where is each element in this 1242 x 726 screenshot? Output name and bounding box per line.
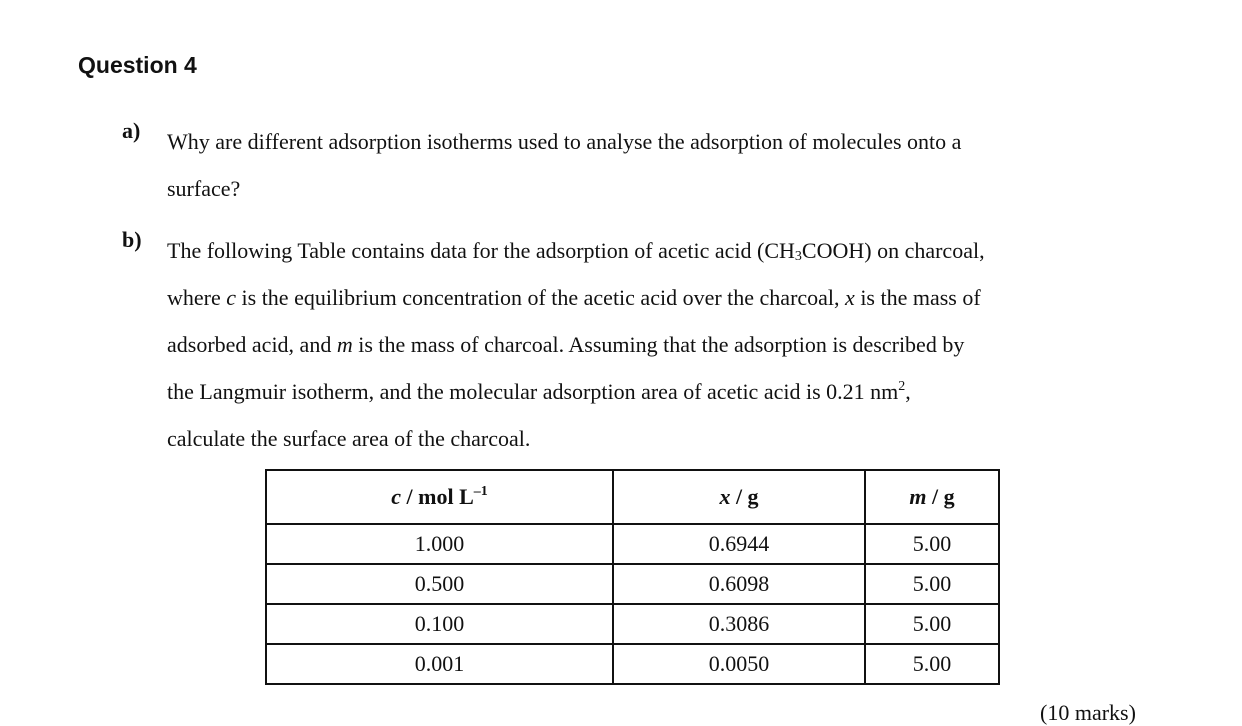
cell-mass-charcoal: 5.00 — [865, 644, 999, 684]
table-row — [266, 524, 999, 564]
part-b-line-3: adsorbed acid, and m is the mass of charcoal. Assuming that the adsorption is described by — [167, 332, 965, 357]
cell-mass-charcoal: 5.00 — [865, 604, 999, 644]
part-b-text — [167, 227, 1187, 462]
part-b-label: b) — [122, 227, 142, 252]
table-header-row — [266, 470, 999, 524]
part-a-line-1: Why are different adsorption isotherms used to analyse the adsorption of molecules onto a — [167, 129, 962, 154]
cell-concentration: 0.100 — [266, 604, 613, 644]
cell-mass-charcoal: 5.00 — [865, 524, 999, 564]
part-b-line-4: the Langmuir isotherm, and the molecular adsorption area of acetic acid is 0.21 $nm^2$, — [167, 379, 911, 404]
part-b-line-2: where c is the equilibrium concentration of the acetic acid over the charcoal, x is the mass of — [167, 285, 981, 310]
part-b-line-5: calculate the surface area of the charcoal. — [167, 426, 531, 451]
cell-mass-adsorbed: 0.0050 — [613, 644, 865, 684]
header-mass-charcoal: m / g — [865, 470, 999, 524]
cell-concentration: 0.001 — [266, 644, 613, 684]
header-mass-adsorbed: x / g — [613, 470, 865, 524]
part-a-line-2: surface? — [167, 176, 241, 201]
table-row — [266, 604, 999, 644]
question-title: Question 4 — [78, 52, 197, 78]
table-row — [266, 564, 999, 604]
adsorption-data-table — [265, 469, 1000, 685]
cell-mass-adsorbed: 0.6944 — [613, 524, 865, 564]
part-b-line-1: The following Table contains data for the adsorption of acetic acid $(CH_3COOH)$ on charcoal, — [167, 238, 985, 264]
table-row — [266, 644, 999, 684]
marks-allocation: (10 marks) — [1040, 700, 1136, 725]
cell-mass-adsorbed: 0.3086 — [613, 604, 865, 644]
cell-mass-adsorbed: 0.6098 — [613, 564, 865, 604]
cell-mass-charcoal: 5.00 — [865, 564, 999, 604]
part-a-label: a) — [122, 118, 141, 143]
cell-concentration: 0.500 — [266, 564, 613, 604]
part-a-text — [167, 118, 1187, 212]
cell-concentration: 1.000 — [266, 524, 613, 564]
header-concentration: c / mol $L^{-1}$ — [266, 470, 613, 524]
